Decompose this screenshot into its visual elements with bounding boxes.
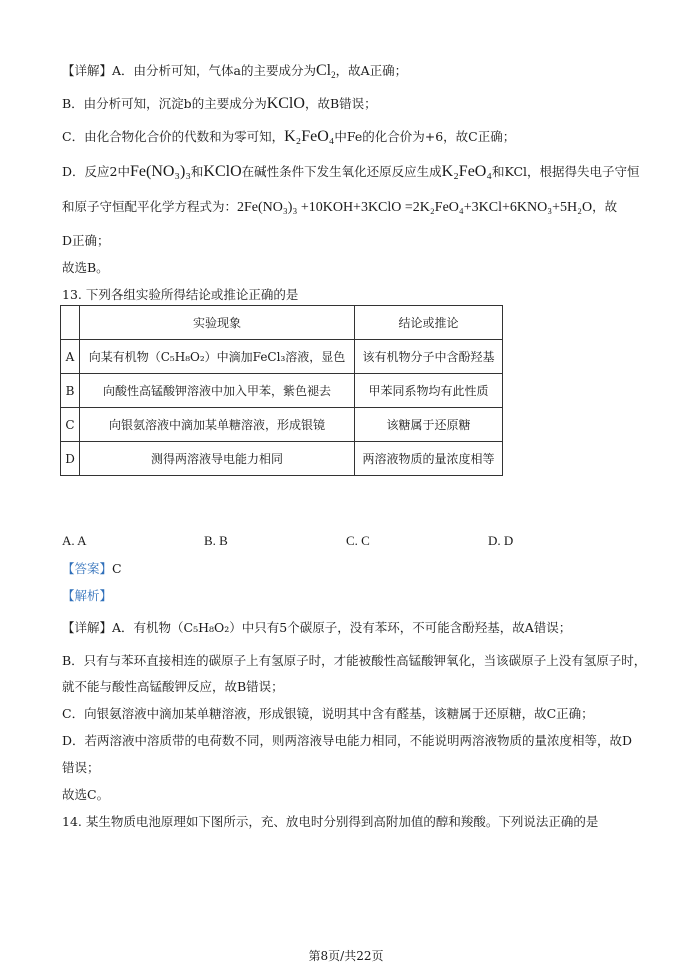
table-cell-conclusion: 两溶液物质的量浓度相等 (355, 442, 503, 476)
table-row (61, 408, 503, 442)
detail-d-line3: D正确； (62, 233, 110, 248)
k2feo4-formula-2: K₂FeO₄ (441, 163, 492, 180)
detail-c-prefix: C．由化合物化合价的代数和为零可知， (62, 129, 285, 144)
detail-a-prefix: 【详解】A．由分析可知，气体a的主要成分为 (62, 63, 316, 78)
detail-d-line1 (62, 163, 640, 181)
table-cell-conclusion: 该有机物分子中含酚羟基 (355, 340, 503, 374)
detail-a-line (62, 62, 407, 84)
analysis-label: 【解析】 (62, 588, 113, 603)
answer-line (62, 560, 122, 578)
cl-subscript: 2 (331, 70, 336, 80)
detail-c-line (62, 128, 515, 146)
kclo-formula: KClO (266, 95, 305, 112)
table-cell-phenomenon: 向银氨溶液中滴加某单糖溶液，形成银镜 (80, 408, 355, 442)
table-cell-phenomenon: 向酸性高锰酸钾溶液中加入甲苯，紫色褪去 (80, 374, 355, 408)
table-cell-label: D (61, 442, 80, 476)
table-cell-conclusion: 甲苯同系物均有此性质 (355, 374, 503, 408)
detail-d-line2-prefix: 和原子守恒配平化学方程式为： (62, 199, 238, 214)
page-footer: 第8页/共22页 (308, 949, 384, 963)
option-a: A. A (62, 533, 87, 548)
table-header-cell: 结论或推论 (355, 306, 503, 340)
answer-value: C (112, 561, 122, 576)
detail-b-prefix: B．由分析可知，沉淀b的主要成分为 (62, 96, 267, 111)
q14-stem: 14. 某生物质电池原理如下图所示，充、放电时分别得到高附加值的醇和羧酸。下列说法正确的是 (62, 814, 599, 829)
table-cell-label: B (61, 374, 80, 408)
detail-b-suffix: ，故B错误； (304, 96, 377, 111)
q13-table (60, 305, 503, 476)
kclo-formula-2: KClO (203, 163, 242, 180)
detail-c-suffix: 中Fe的化合价为+6，故C正确； (334, 129, 516, 144)
table-header-row (61, 306, 503, 340)
cl2-formula (316, 62, 336, 79)
option-d: D. D (488, 533, 514, 548)
detail-d-line2 (62, 198, 617, 217)
detail-d-mid: 在碱性条件下发生氧化还原反应生成 (241, 164, 442, 179)
detail-d-suffix: 和KCl，根据得失电子守恒 (491, 164, 640, 179)
explanation-c: C．向银氨溶液中滴加某单糖溶液，形成银镜，说明其中含有醛基，该糖属于还原糖，故C正确； (62, 706, 594, 721)
table-header-cell (61, 306, 80, 340)
q13-stem: 13. 下列各组实验所得结论或推论正确的是 (62, 287, 299, 302)
table-row (61, 374, 503, 408)
table-cell-phenomenon: 向某有机物（C₅H₈O₂）中滴加FeCl₃溶液，显色 (80, 340, 355, 374)
choose-c: 故选C。 (62, 787, 110, 802)
explanation-b-line2: 就不能与酸性高锰酸钾反应，故B错误； (62, 679, 284, 694)
cl-text: Cl (315, 62, 332, 79)
balanced-equation: 2Fe(NO₃)₃ +10KOH+3KClO =2K₂FeO₄+3KCl+6KNO₃+5H₂O (237, 200, 593, 215)
table-cell-label: C (61, 408, 80, 442)
table-cell-label: A (61, 340, 80, 374)
option-c: C. C (346, 533, 370, 548)
explanation-d-line1: D．若两溶液中溶质带的电荷数不同，则两溶液导电能力相同，不能说明两溶液物质的量浓度相等，故D (62, 733, 633, 748)
explanation-a: 【详解】A．有机物（C₅H₈O₂）中只有5个碳原子，没有苯环，不可能含酚羟基，故A错误； (62, 620, 572, 635)
table-row (61, 340, 503, 374)
explanation-b-line1: B．只有与苯环直接相连的碳原子上有氢原子时，才能被酸性高锰酸钾氧化，当该碳原子上没有氢原子时， (62, 653, 647, 668)
option-b: B. B (204, 533, 228, 548)
detail-d-line2-suffix: ，故 (592, 199, 618, 214)
answer-label: 【答案】 (62, 561, 113, 576)
table-cell-phenomenon: 测得两溶液导电能力相同 (80, 442, 355, 476)
table-cell-conclusion: 该糖属于还原糖 (355, 408, 503, 442)
table-row (61, 442, 503, 476)
choose-b: 故选B。 (62, 260, 109, 275)
detail-a-suffix: ，故A正确； (335, 63, 408, 78)
fe-nitrate-formula: Fe(NO₃)₃ (129, 163, 191, 180)
explanation-d-line2: 错误； (62, 760, 100, 775)
k2feo4-formula: K₂FeO₄ (284, 128, 335, 145)
detail-d-and: 和 (190, 164, 204, 179)
table-header-cell: 实验现象 (80, 306, 355, 340)
detail-b-line (62, 95, 377, 113)
detail-d-prefix: D．反应2中 (62, 164, 130, 179)
